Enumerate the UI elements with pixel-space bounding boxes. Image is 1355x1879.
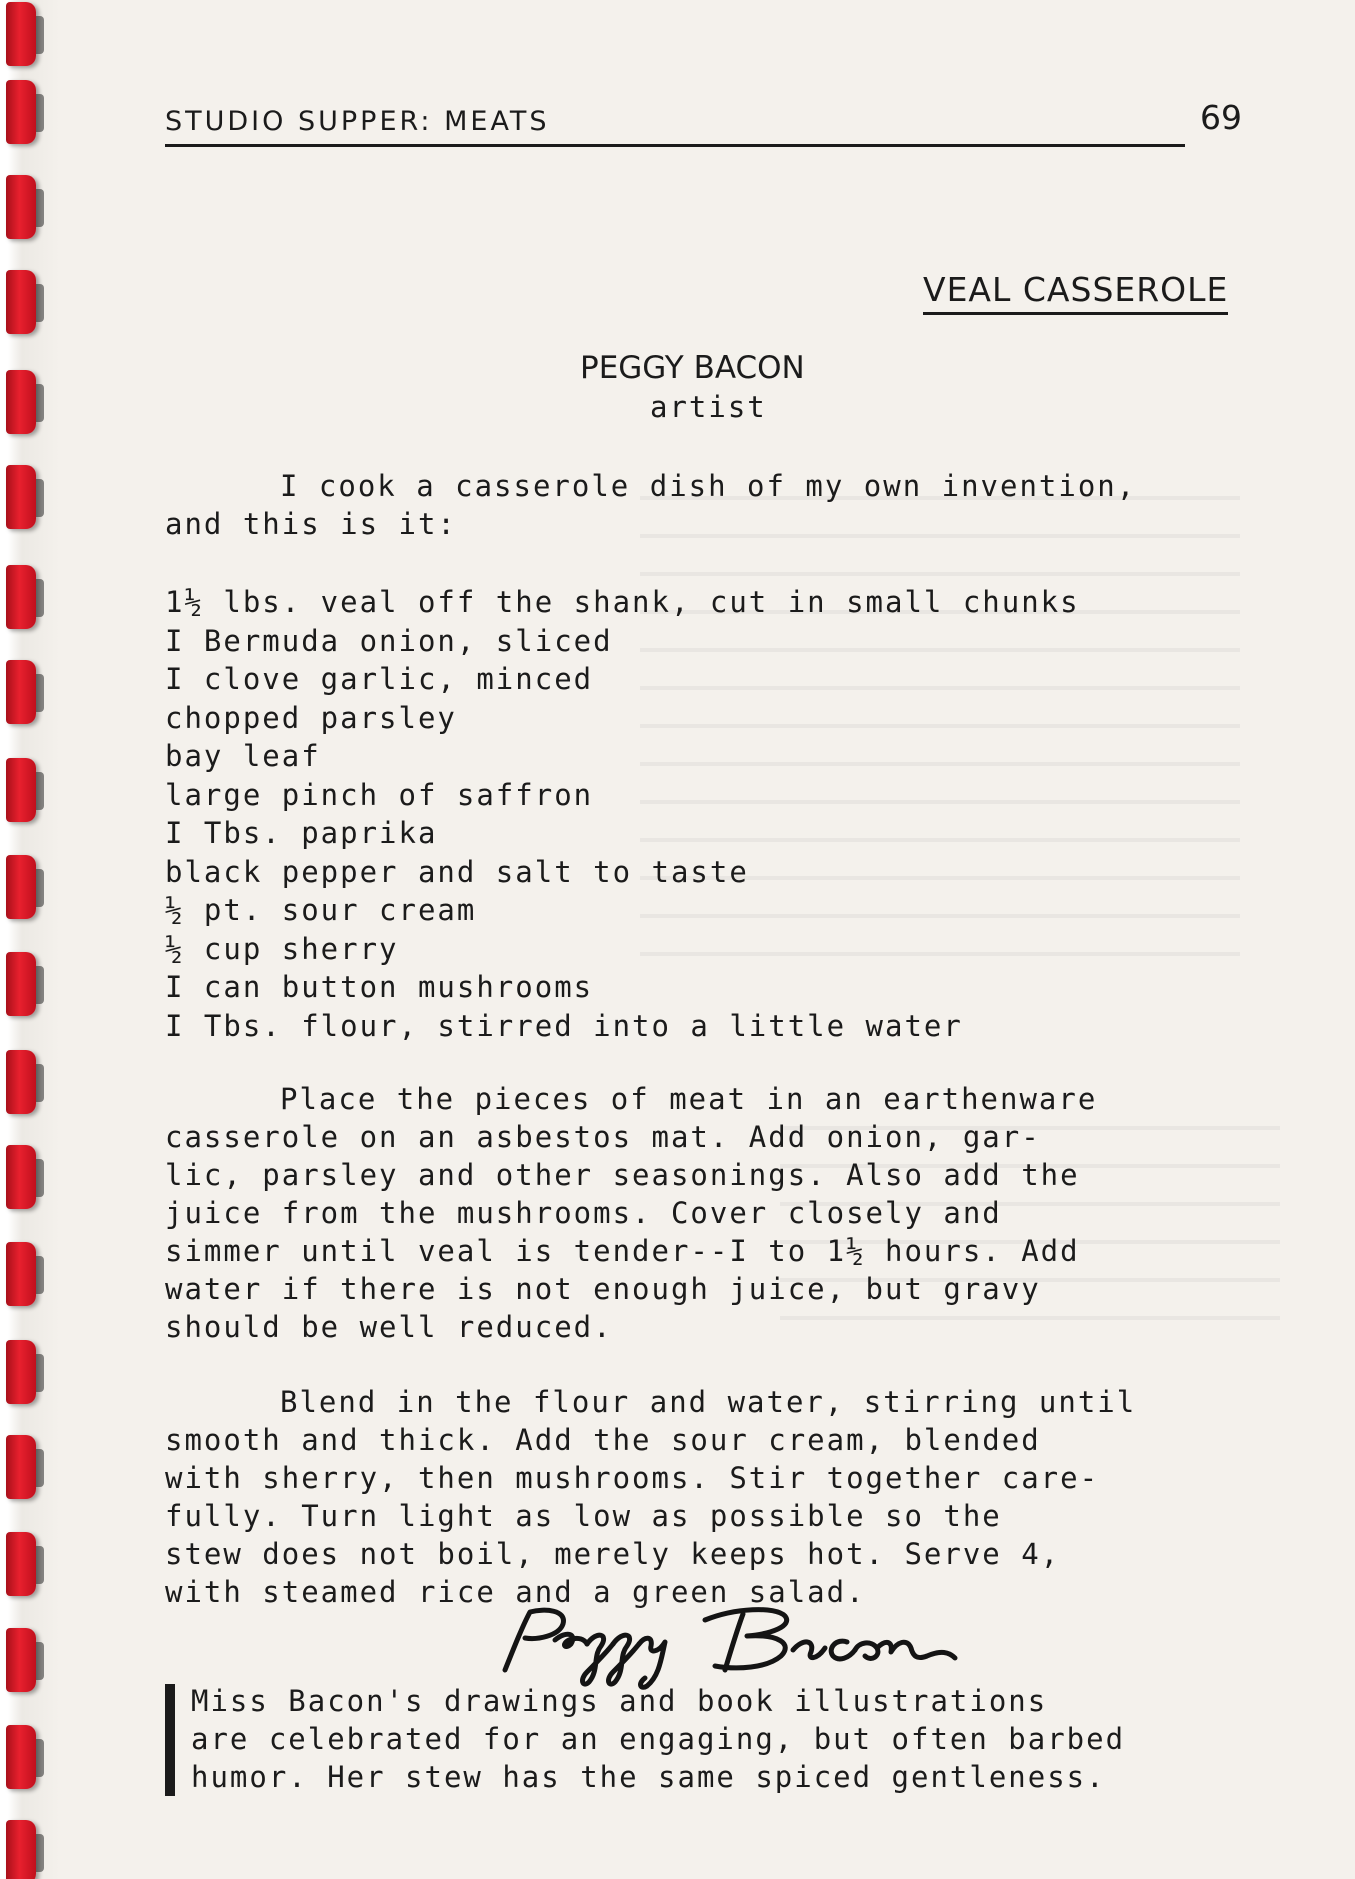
ingredient-item: large pinch of saffron xyxy=(165,777,594,812)
ingredient-list xyxy=(165,583,1265,1045)
paragraph-line: casserole on an asbestos mat. Add onion, gar- xyxy=(165,1120,1041,1154)
note-line: humor. Her stew has the same spiced gentleness. xyxy=(191,1760,1106,1794)
paragraph-line: with steamed rice and a green salad. xyxy=(165,1575,866,1609)
signature-drawing xyxy=(475,1600,975,1690)
binding-ring xyxy=(6,565,36,629)
binding-ring xyxy=(6,1050,36,1114)
binding-ring xyxy=(6,1532,36,1596)
note-bar xyxy=(165,1684,175,1796)
author-name: PEGGY BACON xyxy=(580,350,805,386)
running-header xyxy=(165,100,1185,148)
binding-ring xyxy=(6,370,36,434)
paragraph-line: with sherry, then mushrooms. Stir together care- xyxy=(165,1461,1100,1495)
intro-line: I cook a casserole dish of my own invention, xyxy=(280,469,1137,503)
ingredient-item: I Bermuda onion, sliced xyxy=(165,623,613,658)
binding-ring xyxy=(6,660,36,724)
binding-ring xyxy=(6,270,36,334)
page-number: 69 xyxy=(1200,98,1242,137)
binding-ring xyxy=(6,1725,36,1789)
note-line: are celebrated for an engaging, but often barbed xyxy=(191,1722,1126,1756)
binding-ring xyxy=(6,175,36,239)
binding-ring xyxy=(6,1628,36,1692)
ingredient-item: black pepper and salt to taste xyxy=(165,854,749,889)
paragraph-line: smooth and thick. Add the sour cream, blended xyxy=(165,1423,1041,1457)
note-text xyxy=(191,1682,1291,1796)
paragraph-line: lic, parsley and other seasonings. Also add the xyxy=(165,1158,1080,1192)
ingredient-item: ½ cup sherry xyxy=(165,931,399,966)
paragraph-line: stew does not boil, merely keeps hot. Serve 4, xyxy=(165,1537,1061,1571)
binding-ring xyxy=(6,855,36,919)
note-line: Miss Bacon's drawings and book illustrations xyxy=(191,1684,1048,1718)
author-role: artist xyxy=(650,390,767,424)
paragraph-line: Place the pieces of meat in an earthenware xyxy=(280,1082,1098,1116)
author-note xyxy=(165,1682,1285,1798)
ingredient-item: I can button mushrooms xyxy=(165,970,594,1004)
binding-ring xyxy=(6,2,36,66)
paragraph-line: Blend in the flour and water, stirring until xyxy=(280,1385,1137,1419)
paragraph-line: water if there is not enough juice, but gravy xyxy=(165,1272,1041,1306)
ingredient-item: ½ pt. sour cream xyxy=(165,893,477,927)
method-paragraph-1 xyxy=(165,1080,1280,1346)
binding-ring xyxy=(6,1820,36,1879)
binding-ring xyxy=(6,1145,36,1209)
handwritten-signature xyxy=(475,1600,975,1690)
binding-ring xyxy=(6,80,36,144)
ingredient-item: bay leaf xyxy=(165,739,321,773)
paragraph-line: simmer until veal is tender--I to 1½ hours. Add xyxy=(165,1234,1080,1268)
ingredient-item: 1½ lbs. veal off the shank, cut in small chunks xyxy=(165,585,1080,619)
ingredient-item: I Tbs. flour, stirred into a little water xyxy=(165,1008,963,1043)
paragraph-line: should be well reduced. xyxy=(165,1310,613,1344)
method-paragraph-2 xyxy=(165,1383,1280,1611)
binding-ring xyxy=(6,1435,36,1499)
ingredient-item: I clove garlic, minced xyxy=(165,662,594,696)
binding-ring xyxy=(6,465,36,529)
binding-ring xyxy=(6,1242,36,1306)
paragraph-line: fully. Turn light as low as possible so the xyxy=(165,1499,1002,1533)
ingredient-item: I Tbs. paprika xyxy=(165,816,438,850)
ingredient-item: chopped parsley xyxy=(165,700,457,735)
recipe-title: VEAL CASSEROLE xyxy=(923,270,1228,315)
header-rule xyxy=(165,144,1185,147)
intro-paragraph xyxy=(165,467,1295,543)
paragraph-line: juice from the mushrooms. Cover closely and xyxy=(165,1196,1002,1230)
spiral-binding xyxy=(0,0,60,1879)
section-title: STUDIO SUPPER: MEATS xyxy=(165,106,550,137)
binding-ring xyxy=(6,758,36,822)
intro-line: and this is it: xyxy=(165,507,457,541)
binding-ring xyxy=(6,1340,36,1404)
binding-ring xyxy=(6,952,36,1016)
